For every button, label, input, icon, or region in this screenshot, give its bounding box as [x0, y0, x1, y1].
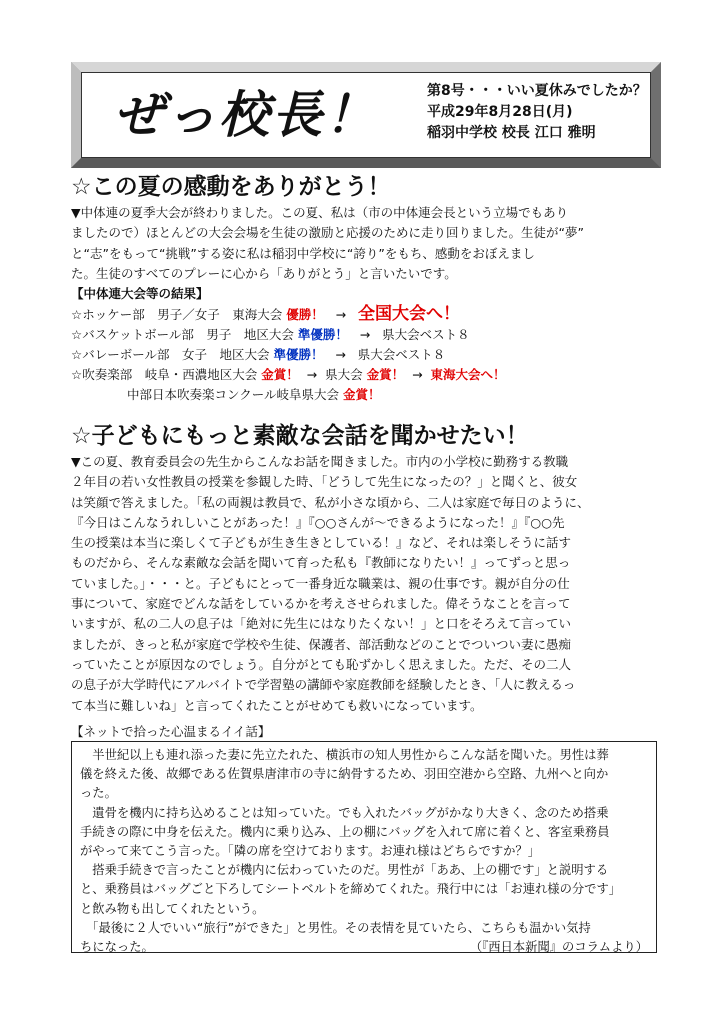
story-line: 「最後に２人でいい“旅行”ができた」と男性。その表情を見ていたら、こちらも温かい気持	[80, 920, 591, 935]
result-next: 県大会ベスト８	[357, 346, 446, 362]
story-line: ちになった。	[80, 940, 154, 955]
story-line: と、乗務員はバッグごと下ろしてシートベルトを締めてくれた。飛行中には「お連れ様の分です」	[80, 882, 622, 897]
paragraph-line: 生の授業は本当に楽しくて子どもが生き生きとしている！』など、それは楽しそうに話す	[71, 535, 572, 551]
result-award: 準優勝！	[297, 326, 348, 342]
result-next: 東海大会へ！	[430, 367, 506, 383]
paragraph-line: ２年目の若い女性教員の授業を参観した時、「どうして先生になったの？」と聞くと、彼女	[71, 474, 578, 490]
result-team: 中部日本吹奏楽コンクール岐阜県大会	[127, 387, 340, 403]
arrow-icon: →	[335, 346, 346, 362]
masthead-frame	[71, 62, 661, 168]
result-next: 県大会ベスト８	[382, 326, 470, 342]
result-mid: 県大会	[325, 367, 363, 383]
story-source: （『西日本新聞』のコラムより）	[469, 940, 648, 955]
story-last-line	[80, 938, 648, 957]
arrow-icon: →	[412, 367, 423, 383]
paragraph-line: ものだから、そんな素敵な会話を聞いて育った私も『教師になりたい！』ってずっと思っ	[71, 555, 571, 571]
result-volleyball	[71, 345, 506, 365]
paragraph-line: は笑顔で答えました。「私の両親は教員で、私が小さな頃から、二人は家庭で毎日のように、	[71, 494, 590, 510]
issue-date: 平成29年8月28日(月)	[427, 104, 573, 120]
story-line: 手続きの際に中身を伝えた。機内に乗り込み、上の棚にバッグを入れて席に着くと、客室乗務員	[80, 824, 610, 839]
section2-body	[71, 452, 657, 716]
section1-body	[71, 203, 657, 284]
result-team: ☆ホッケー部 男子／女子 東海大会	[71, 307, 283, 323]
story-line: がやって来てこう言った。「隣の席を空けております。お連れ様はどちらですか？」	[80, 844, 541, 859]
paragraph-line: 『今日はこんなうれしいことがあった！』『○○さんが～できるようになった！』『○○先	[71, 514, 565, 530]
result-basketball	[71, 325, 506, 345]
author: 稲羽中学校 校長 江口 雅明	[427, 125, 596, 141]
story-line: 遺骨を機内に持ち込めることは知っていた。でも入れたバッグがかなり大きく、念のため搭乗	[80, 805, 609, 820]
result-band-2	[71, 385, 506, 405]
paragraph-line: の息子が大学時代にアルバイトで学習塾の講師や家庭教師を経験したとき、「人に教えるっ	[71, 677, 576, 693]
paragraph-line: いますが、私の二人の息子は「絶対に先生にはなりたくない！」と口をそろえて言ってい	[71, 616, 572, 632]
arrow-icon: →	[335, 307, 347, 323]
paragraph-line: っていたことが原因なのでしょう。自分がとても恥ずかしく思えました。ただ、その二人	[71, 656, 572, 672]
paragraph-line: ていました。」・・・と。子どもにとって一番身近な職業は、親の仕事です。親が自分の仕	[71, 575, 570, 591]
paragraph-line: ▼この夏、教育委員会の先生からこんなお話を聞きました。市内の小学校に勤務する教職	[71, 454, 569, 469]
story-label: 【ネットで拾った心温まるイイ話】	[71, 724, 271, 739]
paragraph-line: と“志”をもって“挑戦”する姿に私は稲羽中学校に“誇り”をもち、感動をおぼえまし	[71, 245, 535, 261]
paragraph-line: て本当に難しいね」と言ってくれたことがせめても救いになっています。	[71, 697, 483, 713]
paragraph-line: ましたので）ほとんどの大会会場を生徒の激励と応援のために走り回りました。生徒が“夢”	[71, 225, 584, 241]
results-list	[71, 284, 506, 406]
story-line: 儀を終えた後、故郷である佐賀県唐津市の寺に納骨するため、羽田空港から空路、九州へと向か	[80, 767, 609, 782]
section1-heading: ☆この夏の感動をありがとう！	[71, 174, 391, 200]
result-award: 優勝！	[286, 307, 324, 323]
paragraph-line: 事について、家庭でどんな話をしているかを考えさせられました。偉そうなことを言って	[71, 596, 571, 612]
issue-info	[427, 81, 647, 144]
result-next: 全国大会へ！	[358, 304, 461, 325]
result-award: 金賞！	[366, 367, 405, 383]
section2-heading: ☆子どもにもっと素敵な会話を聞かせたい！	[71, 423, 529, 449]
result-award: 準優勝！	[273, 346, 324, 362]
newsletter-title: ぜっ校長！	[114, 86, 378, 144]
result-award: 金賞！	[261, 367, 299, 383]
story-line: った。	[80, 786, 117, 801]
result-award: 金賞！	[343, 387, 381, 403]
results-heading: 【中体連大会等の結果】	[71, 286, 209, 301]
story-box	[71, 741, 657, 953]
arrow-icon: →	[359, 326, 371, 342]
story-line: 半世紀以上も連れ添った妻に先立たれた、横浜市の知人男性からこんな話を聞いた。男性は葬	[80, 748, 609, 762]
masthead-inner	[81, 72, 651, 158]
paragraph-line: た。生徒のすべてのプレーに心から「ありがとう」と言いたいです。	[71, 265, 457, 281]
result-team: ☆吹奏楽部 岐阜・西濃地区大会	[71, 367, 258, 383]
result-team: ☆バレーボール部 女子 地区大会	[71, 346, 270, 362]
paragraph-line: ▼中体連の夏季大会が終わりました。この夏、私は（市の中体連会長という立場でもあり	[71, 205, 569, 220]
story-line: 搭乗手続きで言ったことが機内に伝わっていたのだ。男性が「ああ、上の棚です」と説明する	[80, 863, 609, 878]
issue-number: 第8号・・・いい夏休みでしたか？	[427, 83, 647, 99]
result-team: ☆バスケットボール部 男子 地区大会	[71, 326, 294, 342]
paragraph-line: ましたが、きっと私が家庭で学校や生徒、保護者、部活動などのことでついつい妻に愚痴	[71, 636, 572, 652]
arrow-icon: →	[306, 367, 318, 383]
story-line: と飲み物も出してくれたという。	[80, 901, 265, 916]
result-hockey	[71, 304, 506, 324]
result-band	[71, 365, 506, 385]
